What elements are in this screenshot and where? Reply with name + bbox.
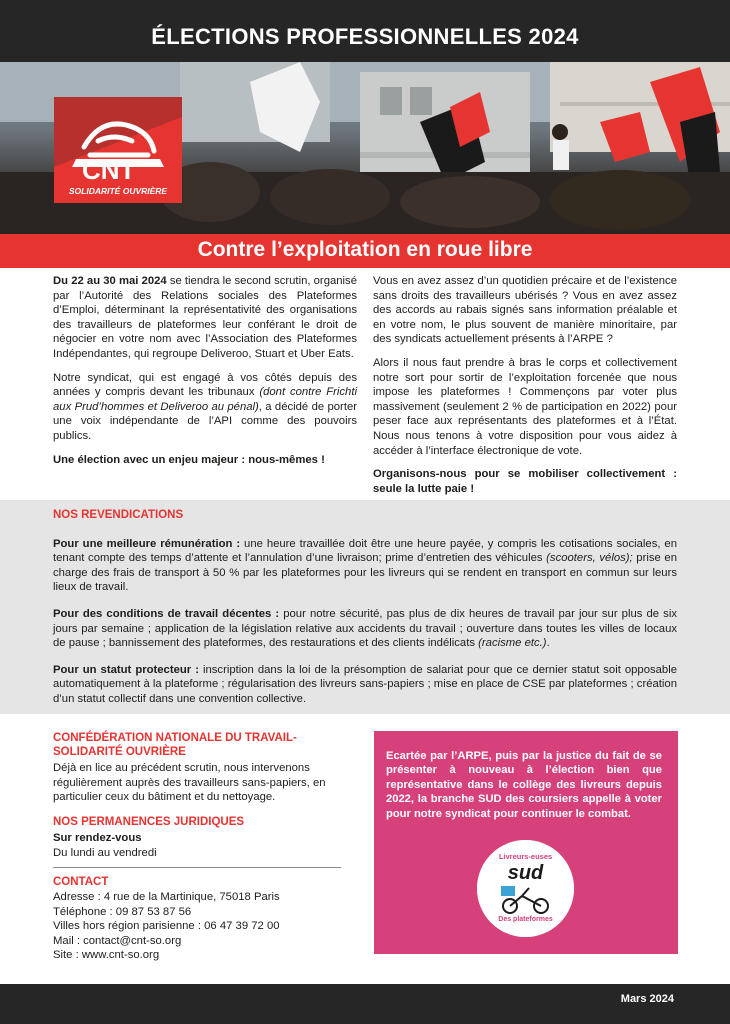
intro-paragraph-3: [53, 453, 357, 468]
demand-italic: (scooters, vélos);: [546, 552, 633, 565]
intro-text: se tiendra le second scrutin, organisé par l’Autorité des Relations sociales des Plateformes d’Emploi, déterminant la représentativité des organisations des travailleurs de plateformes leur conférant le droit de négocier en votre nom avec l’Association des Plateformes Indépendantes, qui regroupe Deliveroo, Stuart et Uber Eats.: [53, 275, 357, 360]
demand-heading: Pour un statut protecteur :: [53, 663, 199, 676]
intro-text: Notre syndicat, qui est engagé à vos côtés depuis des années y compris devant les tribunaux: [53, 371, 357, 399]
cnt-logo: [54, 97, 182, 203]
legal-hours-appointment: Sur rendez-vous: [53, 832, 142, 845]
sud-logo-top: Livreurs-euses: [498, 852, 553, 861]
demand-status: [53, 663, 677, 707]
logo-subtitle: SOLIDARITÉ OUVRIÈRE: [68, 186, 168, 196]
right-paragraph-1: Vous en avez assez d’un quotidien précaire et de l’existence sans droits des travailleurs ubérisés ? Vous en avez assez des accords au rabais signés sans information préalable et en votre nom, le plus souvent de manière minoritaire, par des syndicats actuellement présents à l’ARPE ?: [373, 275, 677, 346]
right-paragraph-3: [373, 467, 677, 496]
intro-italic: (dont contre Frichti aux Prud’hommes et Deliveroo au pénal): [53, 386, 357, 413]
election-dates: Du 22 au 30 mai 2024: [53, 275, 167, 287]
demand-pay: [53, 537, 677, 595]
demand-italic: (racisme etc.): [478, 637, 547, 650]
demand-heading: Pour des conditions de travail décentes :: [53, 607, 280, 620]
demand-text: prise en charge des frais de transport à 50 % par les plateformes pour les livreurs qui se rendent en transport en commun sur leurs lieux de travail.: [53, 552, 677, 594]
demand-conditions: [53, 607, 677, 651]
demands-section: [53, 508, 677, 719]
right-paragraph-2: Alors il nous faut prendre à bras le corps et collectivement notre sort pour sortir de l’exploitation forcenée que nous impose les plateformes ! Commençons par voter plus massivement (seulement 2 % de participation en 2022) pour peser face aux représentants des plateformes et à l’État. Nous nous tenons à votre disposition pour vous aidez à accéder à l’interface électronique de vote.: [373, 356, 677, 457]
intro-text: , a décidé de porter une voix indépendante de l’API comme des pouvoirs publics.: [53, 400, 357, 442]
sud-logo: [477, 840, 574, 937]
intro-paragraph-1: [53, 274, 357, 362]
demand-text: pour notre sécurité, pas plus de dix heures de travail par jour sur plus de six jours par semaine ; application de la législation relative aux accidents du travail ; ouverture dans toutes les villes de locaux de pause ; bannissement des plateformes, des restaurations et des clients indélicats: [53, 607, 677, 650]
sud-logo-bottom: Des plateformes: [498, 916, 553, 923]
headline: Contre l’exploitation en roue libre: [197, 238, 533, 261]
demand-text: une heure travaillée doit être une heure payée, y compris les cotisations sociales, en tenant compte des temps d’attente et l’annulation d’une livraison; prime d’entretien des véhicules: [53, 537, 677, 565]
sud-logo-word: sud: [507, 862, 544, 884]
contact-title: CONTACT: [53, 876, 109, 889]
demand-text: inscription dans la loi de la présomption de salariat pour que ce dernier statut soit opposable automatiquement à la plateforme ; régularisation des livreurs sans-papiers ; mise en place de CSE par plateformes ; création d’un statut collectif dans une convention collective.: [53, 663, 678, 705]
organization-info: [53, 732, 343, 963]
legal-hours-title: NOS PERMANENCES JURIDIQUES: [53, 815, 245, 828]
contact-phone: Téléphone : 09 87 53 87 56: [53, 905, 192, 918]
demand-heading: Pour une meilleure rémunération :: [53, 537, 241, 550]
intro-paragraph-2: [53, 371, 357, 444]
intro-right-column: [373, 274, 677, 505]
page-title: ÉLECTIONS PROFESSIONNELLES 2024: [151, 24, 579, 49]
divider: [53, 867, 341, 868]
publication-date: Mars 2024: [620, 993, 674, 1005]
confederation-title-line-2: SOLIDARITÉ OUVRIÈRE: [53, 745, 186, 758]
contact-phone-outside: Villes hors région parisienne : 06 47 39 72 00: [53, 920, 280, 933]
contact-address: Adresse : 4 rue de la Martinique, 75018 Paris: [53, 890, 280, 903]
confederation-text: Déjà en lice au précédent scrutin, nous intervenons régulièrement auprès des travailleurs sans-papiers, en particulier ceux du bâtiment et du nettoyage.: [53, 762, 326, 804]
demand-text: .: [546, 637, 550, 650]
key-statement: Une élection avec un enjeu majeur : nous-mêmes !: [53, 453, 325, 466]
legal-hours-days: Du lundi au vendredi: [53, 846, 157, 859]
contact-mail: Mail : contact@cnt-so.org: [53, 934, 182, 947]
intro-left-column: [53, 274, 357, 476]
contact-site: Site : www.cnt-so.org: [53, 949, 160, 962]
call-to-action: Organisons-nous pour se mobiliser collectivement : seule la lutte paie !: [373, 468, 677, 495]
logo-name: CNT: [82, 155, 136, 185]
confederation-title-line-1: CONFÉDÉRATION NATIONALE DU TRAVAIL-: [53, 732, 297, 744]
sud-callout-text: Ecartée par l’ARPE, puis par la justice du fait de se présenter à nouveau à l’élection bien que représentative dans le collège des livreurs depuis 2022, la branche SUD des coursiers appelle à voter pour notre syndicat pour continuer le combat.: [386, 750, 662, 820]
demands-title: NOS REVENDICATIONS: [53, 509, 184, 521]
